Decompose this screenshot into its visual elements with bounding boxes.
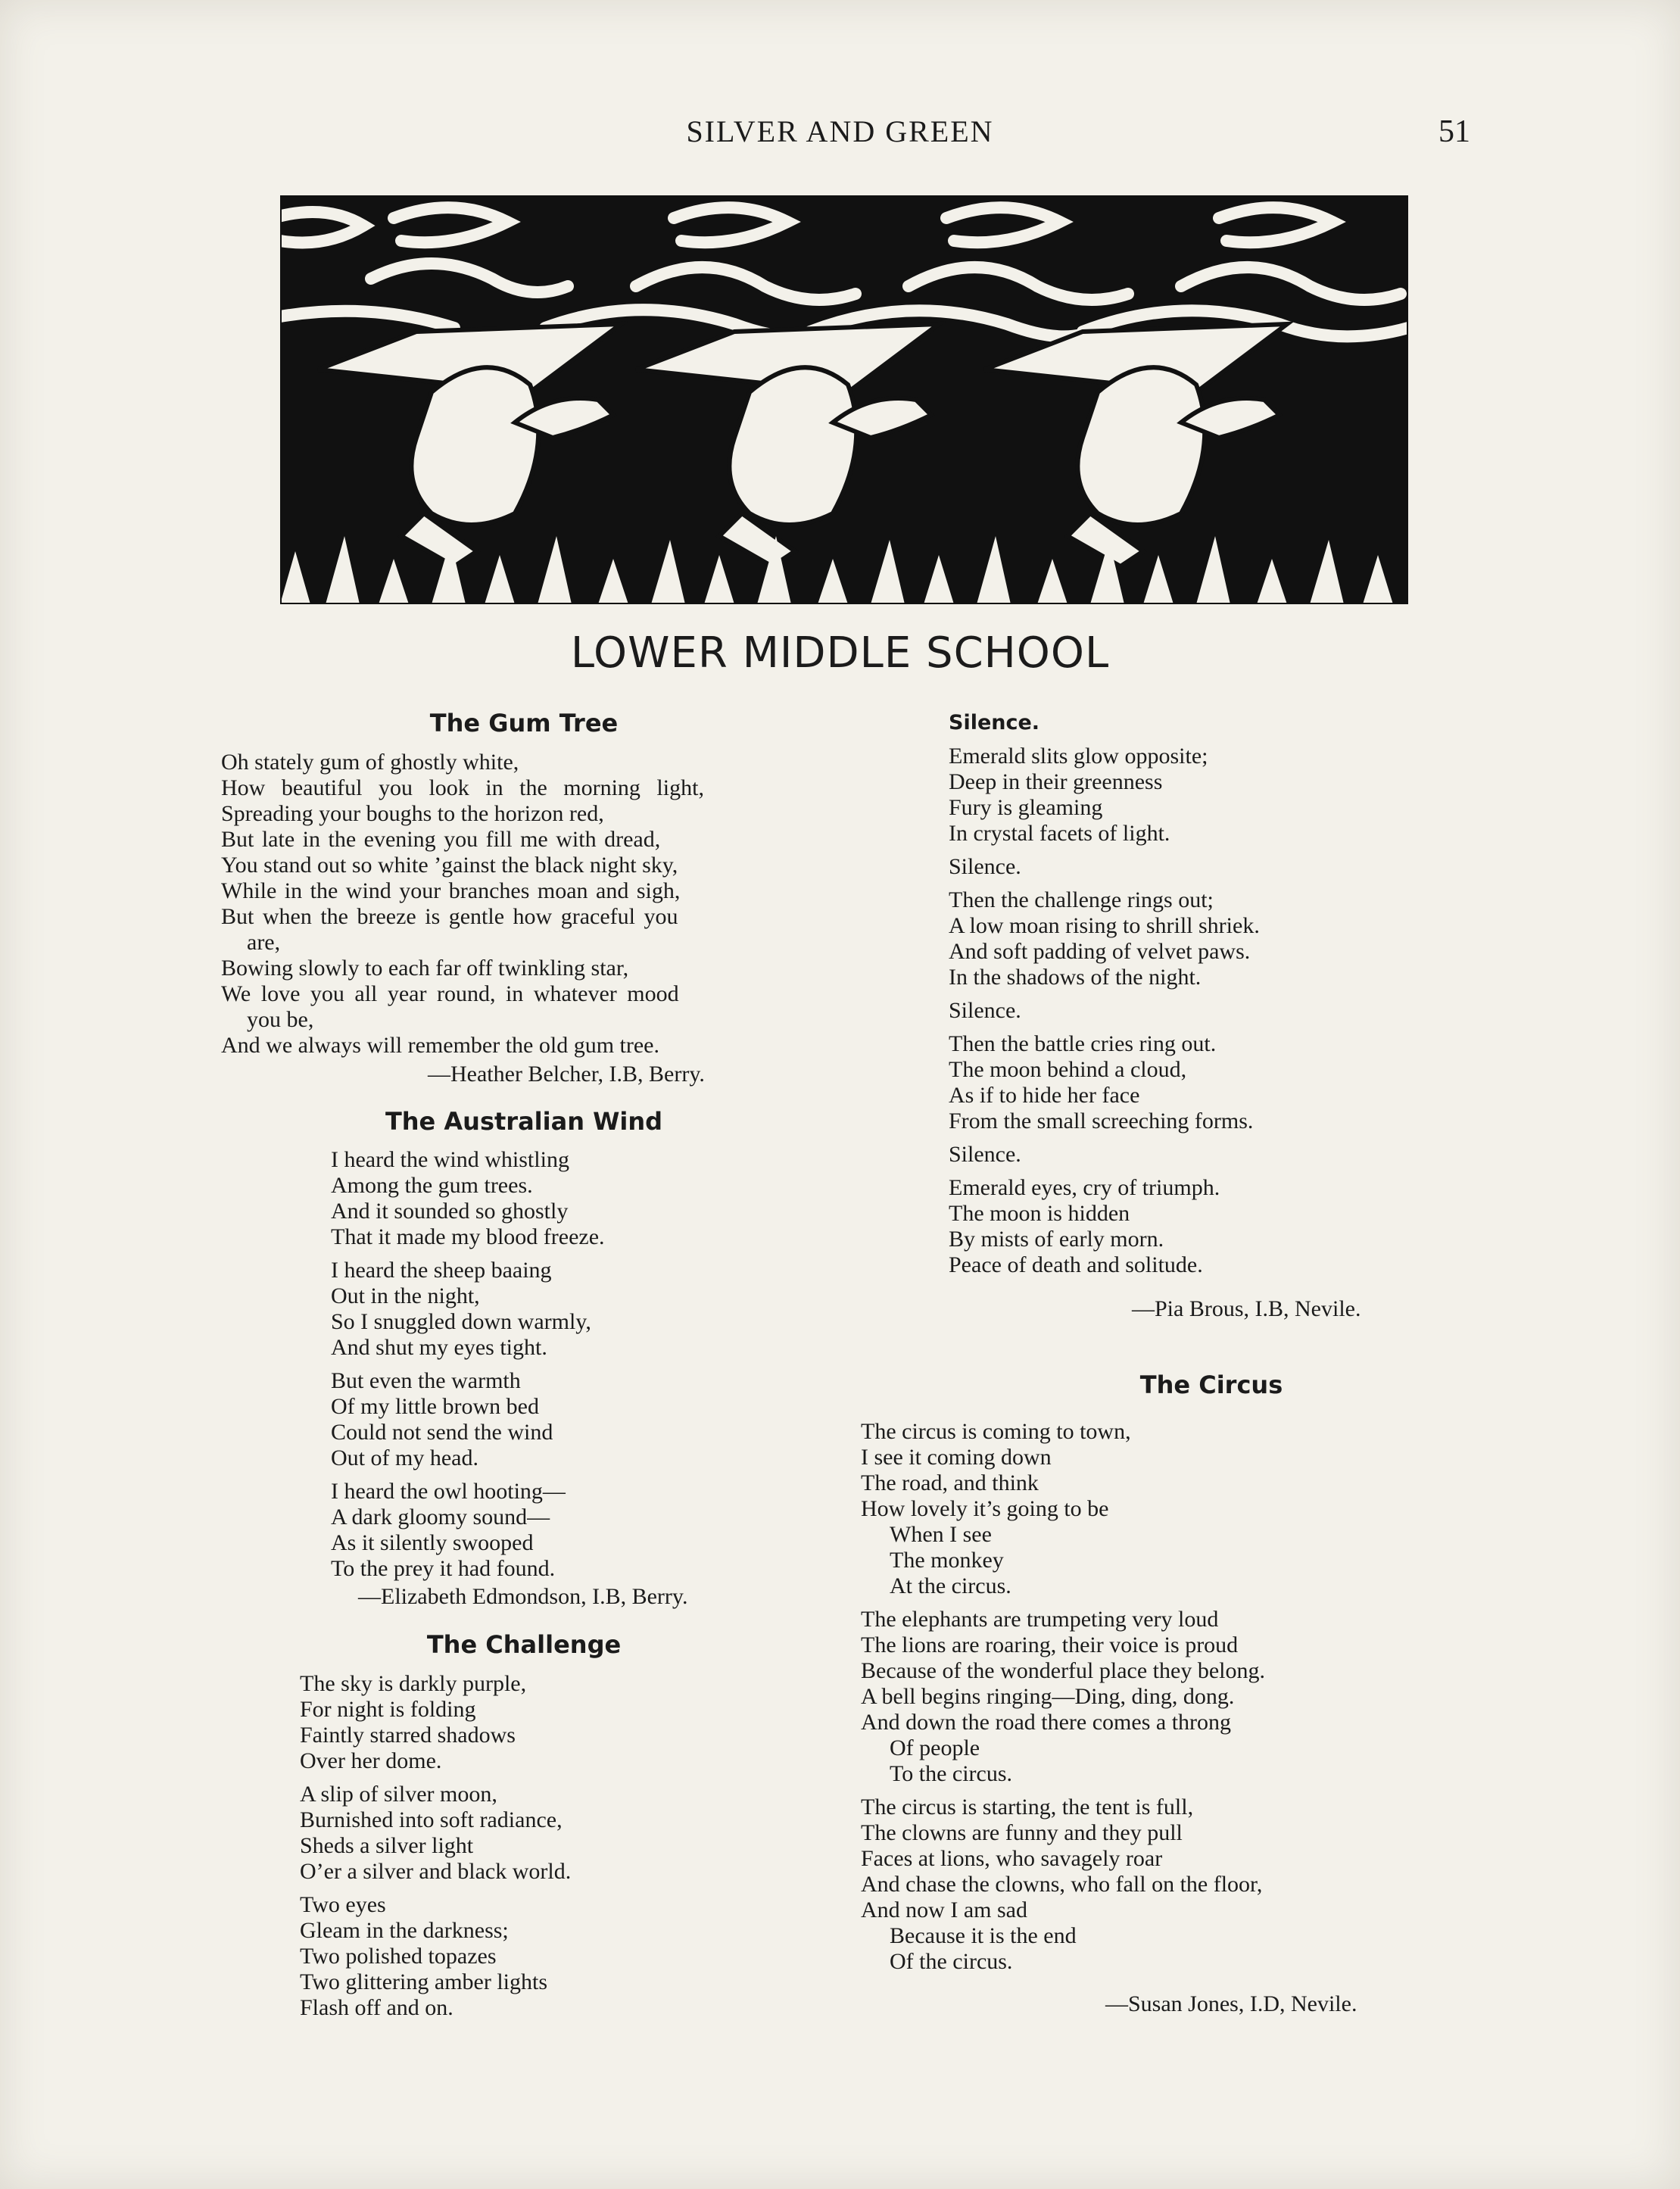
- stanza: [949, 744, 1260, 847]
- stanza: [300, 1671, 571, 1774]
- poem-line: We love you all year round, in whatever mood: [221, 981, 679, 1006]
- poem-line: While in the wind your branches moan and sigh,: [221, 878, 681, 903]
- poem-line: How beautiful you look in the morning light,: [221, 775, 704, 800]
- poem-line: A low moan rising to shrill shriek.: [949, 913, 1260, 938]
- poem-line: How lovely it’s going to be: [861, 1496, 1109, 1521]
- poem-line: And now I am sad: [861, 1897, 1027, 1922]
- stanza: [331, 1368, 605, 1471]
- poem-line: But when the breeze is gentle how graceful you: [221, 904, 678, 929]
- poem-line: Of my little brown bed: [331, 1394, 539, 1419]
- poem-line: Sheds a silver light: [300, 1833, 474, 1858]
- poem-line: For night is folding: [300, 1697, 476, 1722]
- poem-line: A dark gloomy sound—: [331, 1505, 550, 1529]
- poem-line: As it silently swooped: [331, 1530, 534, 1555]
- running-title: SILVER AND GREEN: [686, 114, 994, 148]
- poem-challenge-right: [949, 710, 1260, 1286]
- author-circus: —Susan Jones, I.D, Nevile.: [1105, 1991, 1357, 2016]
- poem-line: Spreading your boughs to the horizon red,: [221, 801, 604, 826]
- poem-line: are,: [247, 930, 281, 955]
- stanza-indent: [861, 1923, 1265, 1975]
- page-number: 51: [1438, 114, 1470, 149]
- poem-line: And soft padding of velvet paws.: [949, 939, 1251, 964]
- poem-gum-tree: [221, 750, 824, 1059]
- poem-line: Then the challenge rings out;: [949, 887, 1214, 912]
- poem-line: Emerald slits glow opposite;: [949, 744, 1208, 769]
- poem-circus: [861, 1419, 1265, 1975]
- poem-line: Because it is the end: [890, 1923, 1077, 1948]
- poem-line: Because of the wonderful place they belong.: [861, 1658, 1265, 1683]
- stanza-indent: [861, 1735, 1265, 1787]
- stanza: [331, 1147, 605, 1250]
- poem-line: The circus is starting, the tent is full,: [861, 1795, 1194, 1819]
- poem-line: The lions are roaring, their voice is proud: [861, 1632, 1239, 1657]
- poem-line: To the prey it had found.: [331, 1556, 556, 1581]
- poem-line: Peace of death and solitude.: [949, 1252, 1203, 1277]
- poem-line: And shut my eyes tight.: [331, 1335, 547, 1360]
- silence-line: Silence.: [949, 854, 1021, 879]
- dragon-frieze-illustration: [280, 195, 1408, 604]
- poem-line: The circus is coming to town,: [861, 1419, 1131, 1444]
- poem-line: In the shadows of the night.: [949, 965, 1202, 990]
- silence-line: Silence.: [949, 711, 1040, 734]
- poem-line: I heard the sheep baaing: [331, 1258, 552, 1283]
- poem-line: you be,: [247, 1007, 314, 1032]
- poem-line: The moon is hidden: [949, 1201, 1130, 1226]
- poem-line: Out in the night,: [331, 1283, 480, 1308]
- stanza: [331, 1479, 605, 1582]
- poem-line: O’er a silver and black world.: [300, 1859, 572, 1884]
- silence-line: Silence.: [949, 998, 1021, 1023]
- stanza: [331, 1258, 605, 1361]
- poem-line: By mists of early morn.: [949, 1227, 1164, 1252]
- poem-line: Oh stately gum of ghostly white,: [221, 750, 519, 775]
- poem-line: Fury is gleaming: [949, 795, 1103, 820]
- poem-line: So I snuggled down warmly,: [331, 1309, 591, 1334]
- poem-line: But even the warmth: [331, 1368, 521, 1393]
- poem-line: Then the battle cries ring out.: [949, 1031, 1217, 1056]
- poem-line: Out of my head.: [331, 1445, 478, 1470]
- stanza: [949, 887, 1260, 990]
- poem-line: Over her dome.: [300, 1748, 442, 1773]
- poem-line: Two polished topazes: [300, 1944, 497, 1969]
- poem-line: The sky is darkly purple,: [300, 1671, 527, 1696]
- poem-line: From the small screeching forms.: [949, 1109, 1254, 1133]
- stanza: [861, 1419, 1265, 1522]
- section-title: LOWER MIDDLE SCHOOL: [570, 628, 1110, 678]
- poem-title-challenge: The Challenge: [426, 1630, 622, 1659]
- poem-title-australian-wind: The Australian Wind: [385, 1107, 663, 1136]
- poem-line: To the circus.: [890, 1761, 1013, 1786]
- poem-line: Gleam in the darkness;: [300, 1918, 509, 1943]
- poem-title-circus: The Circus: [1139, 1370, 1283, 1399]
- poem-line: Faces at lions, who savagely roar: [861, 1846, 1163, 1871]
- author-gum-tree: —Heather Belcher, I.B, Berry.: [428, 1062, 705, 1087]
- poem-line: Flash off and on.: [300, 1995, 454, 2020]
- poem-line: I heard the owl hooting—: [331, 1479, 566, 1504]
- stanza: [300, 1892, 571, 2021]
- poem-line: A bell begins ringing—Ding, ding, dong.: [861, 1684, 1235, 1709]
- stanza: [300, 1782, 571, 1885]
- poem-line: You stand out so white ’gainst the black night sky,: [221, 853, 678, 878]
- poem-line: And we always will remember the old gum tree.: [221, 1033, 659, 1058]
- poem-line: The elephants are trumpeting very loud: [861, 1607, 1219, 1632]
- poem-line: The moon behind a cloud,: [949, 1057, 1187, 1082]
- poem-line: But late in the evening you fill me with dread,: [221, 827, 661, 852]
- poem-line: And down the road there comes a throng: [861, 1710, 1232, 1735]
- poem-line: Two eyes: [300, 1892, 386, 1917]
- poem-line: Faintly starred shadows: [300, 1723, 516, 1748]
- author-challenge: —Pia Brous, I.B, Nevile.: [1132, 1296, 1361, 1321]
- poem-line: Of people: [890, 1735, 980, 1760]
- poem-line: A slip of silver moon,: [300, 1782, 497, 1807]
- poem-line: As if to hide her face: [949, 1083, 1140, 1108]
- author-australian-wind: —Elizabeth Edmondson, I.B, Berry.: [358, 1584, 688, 1609]
- poem-line: I heard the wind whistling: [331, 1147, 569, 1172]
- stanza: [861, 1795, 1265, 1923]
- poem-line: Among the gum trees.: [331, 1173, 533, 1198]
- poem-line: Two glittering amber lights: [300, 1969, 548, 1994]
- poem-australian-wind: [331, 1147, 605, 1589]
- stanza: [949, 1031, 1260, 1134]
- poem-line: In crystal facets of light.: [949, 821, 1170, 846]
- poem-title-gum-tree: The Gum Tree: [429, 709, 619, 737]
- poem-line: That it made my blood freeze.: [331, 1224, 605, 1249]
- poem-challenge-left: [300, 1671, 571, 2028]
- poem-line: And it sounded so ghostly: [331, 1199, 569, 1224]
- poem-line: Emerald eyes, cry of triumph.: [949, 1175, 1220, 1200]
- stanza: [949, 1175, 1260, 1278]
- poem-line: Could not send the wind: [331, 1420, 553, 1445]
- silence-line: Silence.: [949, 1142, 1021, 1167]
- stanza: [861, 1607, 1265, 1735]
- poem-line: Of the circus.: [890, 1949, 1013, 1974]
- poem-line: Burnished into soft radiance,: [300, 1807, 563, 1832]
- poem-line: Deep in their greenness: [949, 769, 1163, 794]
- stanza-indent: [861, 1522, 1265, 1599]
- poem-line: When I see: [890, 1522, 992, 1547]
- poem-line: And chase the clowns, who fall on the floor,: [861, 1872, 1263, 1897]
- poem-line: The clowns are funny and they pull: [861, 1820, 1183, 1845]
- poem-line: At the circus.: [890, 1573, 1011, 1598]
- poem-line: The monkey: [890, 1548, 1004, 1573]
- poem-line: Bowing slowly to each far off twinkling star,: [221, 956, 629, 981]
- poem-line: I see it coming down: [861, 1445, 1052, 1470]
- running-header: [0, 114, 1680, 159]
- poem-line: The road, and think: [861, 1470, 1039, 1495]
